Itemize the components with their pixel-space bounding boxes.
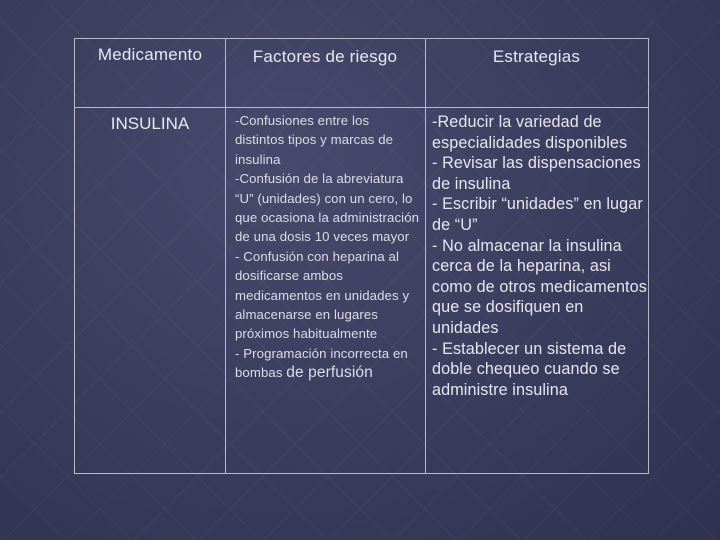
risk-factor-item: -Confusiones entre los distintos tipos y marcas de insulina (235, 113, 394, 167)
strategy-item: - Escribir “unidades” en lugar de “U” (432, 195, 643, 234)
column-divider-2 (425, 39, 426, 473)
risk-factor-last-end: de perfusión (286, 364, 373, 382)
header-factores-de-riesgo: Factores de riesgo (252, 47, 398, 66)
header-divider (75, 107, 648, 108)
strategy-item: -Reducir la variedad de especialidades disponibles (432, 113, 628, 152)
risk-factor-item (235, 344, 421, 383)
strategies-list (432, 112, 648, 400)
risk-factor-item: -Confusión de la abreviatura “U” (unidades) con un cero, lo que ocasiona la administración de una dosis 10 veces mayor (235, 171, 420, 245)
risk-factor-item: - Confusión con heparina al dosificarse ambos medicamentos en unidades y almacenarse en lugares próximos habitualmente (235, 248, 410, 342)
strategy-item: - Establecer un sistema de doble chequeo cuando se administre insulina (432, 339, 627, 399)
strategy-item: - No almacenar la insulina cerca de la heparina, asi como de otros medicamentos que se dosifiquen en unidades (432, 236, 647, 337)
risk-factor-last-start: - Programación incorrecta en bombas (235, 345, 408, 381)
drug-name: INSULINA (110, 114, 190, 133)
strategy-item: - Revisar las dispensaciones de insulina (432, 154, 641, 193)
risk-factors-list (235, 111, 421, 383)
header-medicamento: Medicamento (97, 45, 203, 64)
column-divider-1 (225, 39, 226, 473)
header-estrategias: Estrategias (492, 47, 581, 66)
risk-strategy-table (74, 38, 649, 474)
